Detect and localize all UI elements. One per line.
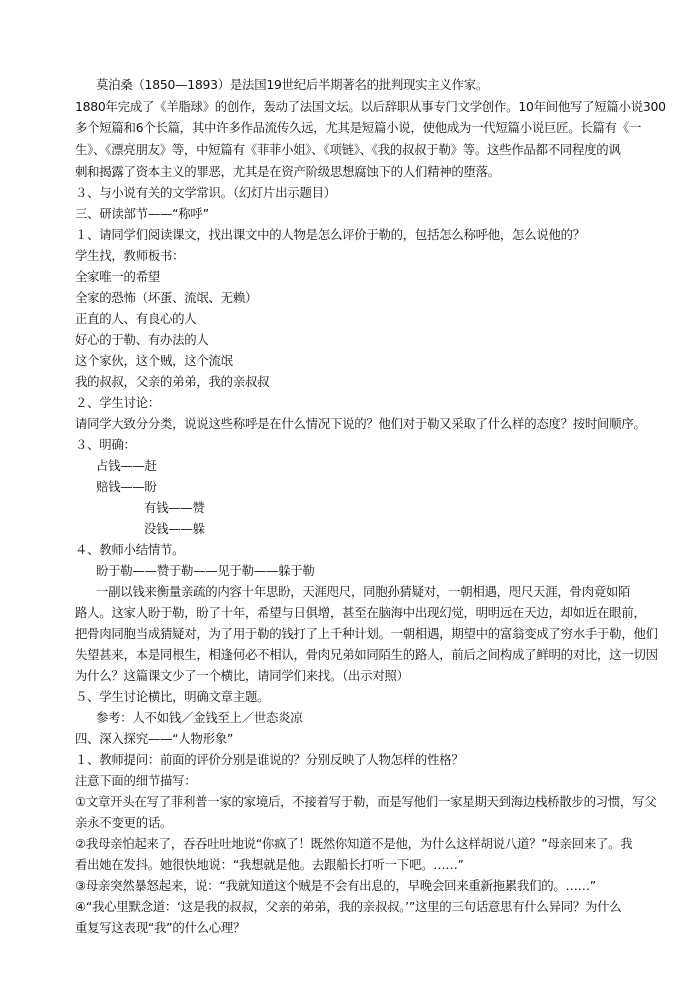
section-line: ５、学生讨论横比，明确文章主题。: [75, 689, 270, 704]
text-line: 重复写这表现“我”的什么心理？: [75, 920, 246, 935]
question-line: １、请同学们阅读课文，找出课文中的人物是怎么评价于勒的，包括怎么称呼他，怎么说他的？: [75, 227, 585, 242]
text-line: 多个短篇和6个长篇，其中许多作品流传久远，尤其是短篇小说，使他成为一代短篇小说巨匠。长篇有《一: [75, 120, 642, 135]
question-line: １、教师提问：前面的评价分别是谁说的？分别反映了人物怎样的性格？: [75, 752, 464, 767]
text-line: 为什么？这篇课文少了一个横比，请同学们来找。（出示对照）: [75, 668, 409, 683]
text-line: 刺和揭露了资本主义的罪恶，尤其是在资产阶级思想腐蚀下的人们精神的堕落。: [75, 164, 500, 179]
section-heading: 四、深入探究——“人物形象”: [75, 731, 234, 746]
text-line: 莫泊桑（1850—1893）是法国19世纪后半期著名的批判现实主义作家。: [96, 77, 488, 92]
text-line: 失望甚来，本是同根生，相逢何必不相认，骨肉兄弟如同陌生的路人，前后之间构成了鲜明的对比，这一切因: [75, 647, 658, 662]
board-item: 全家唯一的希望: [75, 269, 160, 284]
text-line: 亲永不变更的话。: [75, 815, 173, 830]
board-item: 正直的人、有良心的人: [75, 311, 197, 326]
detail-item: ④“我心里默念道：‘这是我的叔叔，父亲的弟弟，我的亲叔叔。’”这里的三句话意思有什么异同？为什么: [75, 899, 622, 914]
text-line: 一副以钱来衡量亲疏的内容十年思盼，天涯咫尺，同胞孙猜疑对，一朝相遇，咫尺天涯，骨肉竟如陌: [96, 584, 631, 599]
text-line: 看出她在发抖。她很快地说：“我想就是他。去跟船长打听一下吧。……”: [75, 857, 464, 872]
text-line: 生》、《漂亮朋友》等，中短篇有《菲菲小姐》、《项链》、《我的叔叔于勒》等。这些作品都不同程度的讽: [75, 142, 621, 157]
section-heading: 三、研读部节——“称呼”: [75, 206, 209, 221]
text-line: 1880年完成了《羊脂球》的创作，轰动了法国文坛。以后辞职从事专门文学创作。10年间他写了短篇小说300: [75, 99, 666, 114]
detail-item: ②我母亲怕起来了，吞吞吐吐地说“你疯了！既然你知道不是他，为什么这样胡说八道？”母亲回来了。我: [75, 836, 633, 851]
summary-item: 没钱——躲: [144, 521, 205, 536]
text-line: 注意下面的细节描写：: [75, 773, 197, 788]
section-line: ３、明确：: [75, 437, 136, 452]
board-item: 我的叔叔，父亲的弟弟，我的亲叔叔: [75, 374, 270, 389]
summary-item: 有钱——赞: [144, 500, 205, 515]
reference-line: 参考：人不如钱／金钱至上／世态炎凉: [96, 710, 303, 725]
summary-item: 占钱——赶: [96, 458, 157, 473]
section-line: ３、与小说有关的文学常识。（幻灯片出示题目）: [75, 185, 336, 200]
text-line: 把骨肉同胞当成猜疑对，为了用于勒的钱打了上千种计划。一朝相遇，期望中的富翁变成了穷水手于勒，他们: [75, 626, 658, 641]
plot-chain: 盼于勒——赞于勒——见于勒——躲于勒: [96, 563, 315, 578]
detail-item: ①文章开头在写了菲利普一家的家境后，不接着写于勒，而是写他们一家星期天到海边栈桥散步的习惯，写父: [75, 794, 657, 809]
board-item: 好心的于勒、有办法的人: [75, 332, 209, 347]
board-item: 全家的恐怖（坏蛋、流氓、无赖）: [75, 290, 258, 305]
text-line: 请同学大致分分类，说说这些称呼是在什么情况下说的？他们对于勒又采取了什么样的态度？按时间顺序。: [75, 416, 646, 431]
text-line: 学生找，教师板书：: [75, 248, 185, 263]
board-item: 这个家伙，这个贼，这个流氓: [75, 353, 233, 368]
section-line: ２、学生讨论：: [75, 395, 160, 410]
section-line: ４、教师小结情节。: [75, 542, 185, 557]
summary-item: 赔钱——盼: [96, 479, 157, 494]
detail-item: ③母亲突然暴怒起来，说：“我就知道这个贼是不会有出息的，早晚会回来重新拖累我们的。……”: [75, 878, 596, 893]
text-line: 路人。这家人盼于勒，盼了十年，希望与日俱增，甚至在脑海中出现幻觉，明明远在天边，却如近在眼前，: [75, 605, 646, 620]
